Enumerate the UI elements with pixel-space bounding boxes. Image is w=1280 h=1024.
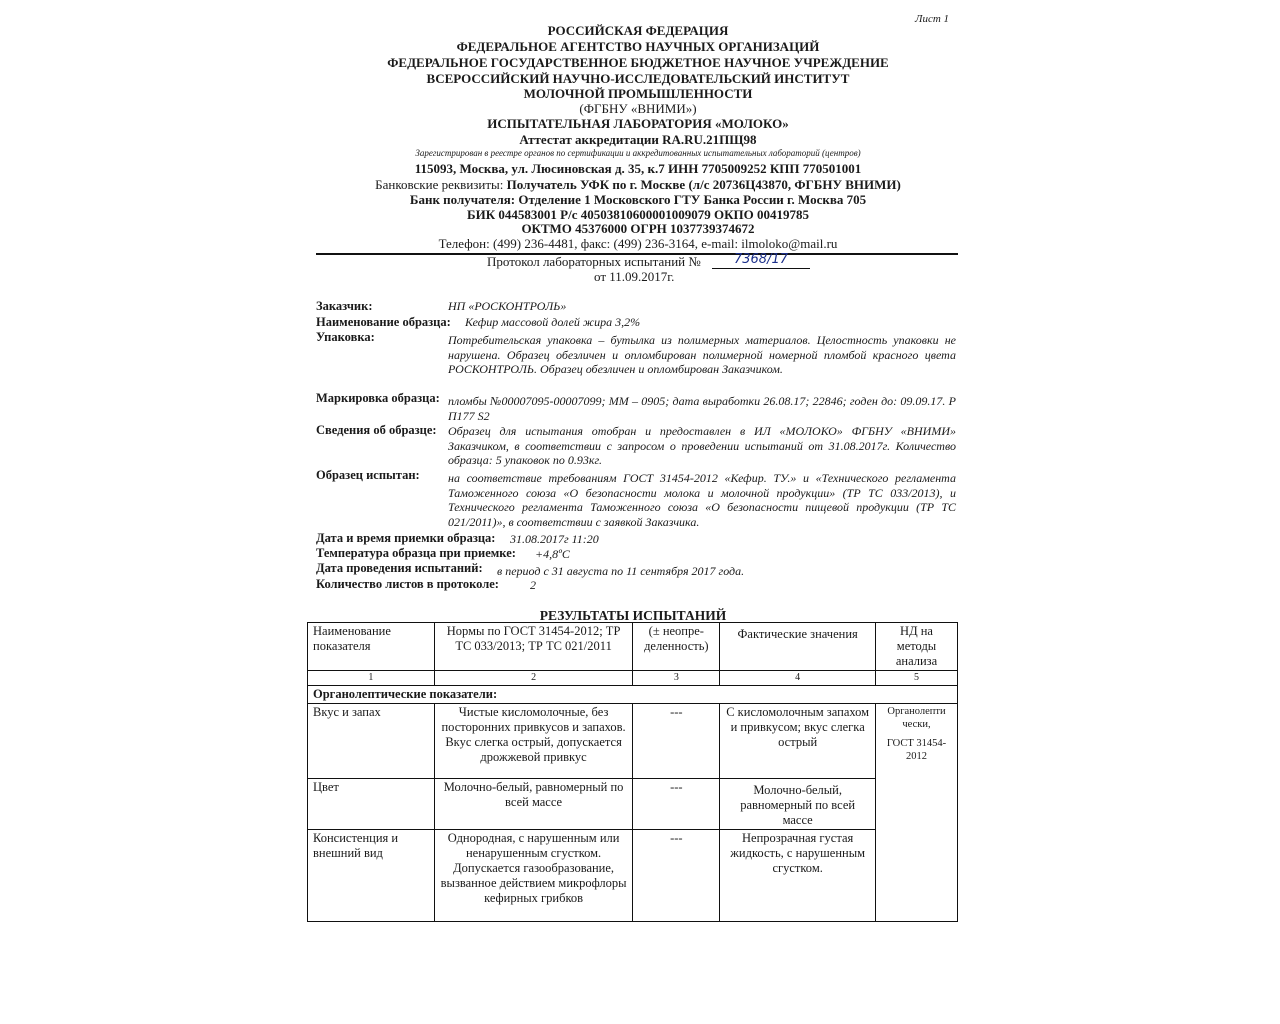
oktmo: ОКТМО 45376000 ОГРН 1037739374672 — [521, 221, 755, 236]
actual-value: Молочно-белый, равномерный по всей массе — [720, 779, 876, 830]
protocol-date: от 11.09.2017г. — [594, 269, 675, 284]
address: 115093, Москва, ул. Люсиновская д. 35, к.7 ИНН 7705009252 КПП 770501001 — [414, 161, 862, 176]
column-number: 4 — [720, 671, 876, 686]
customer-label: Заказчик: — [316, 299, 373, 313]
column-number: 1 — [308, 671, 435, 686]
header-cell: Наименование показателя — [308, 623, 435, 671]
norm-value: Молочно-белый, равномерный по всей массе — [434, 779, 633, 830]
header-line-5: МОЛОЧНОЙ ПРОМЫШЛЕННОСТИ — [523, 86, 753, 101]
column-number: 3 — [633, 671, 720, 686]
column-number-row — [308, 671, 958, 686]
results-title: РЕЗУЛЬТАТЫ ИСПЫТАНИЙ — [539, 608, 727, 623]
bank-details — [320, 177, 956, 192]
lab-name: ИСПЫТАТЕЛЬНАЯ ЛАБОРАТОРИЯ «МОЛОКО» — [487, 116, 789, 131]
header-line-2: ФЕДЕРАЛЬНОЕ АГЕНТСТВО НАУЧНЫХ ОРГАНИЗАЦИЙ — [456, 39, 820, 54]
table-row — [308, 779, 958, 830]
norm-value: Однородная, с нарушенным или ненарушенным сгустком. Допускается газообразование, вызванное действием микрофлоры кефирных грибков — [434, 830, 633, 922]
sample-info-value: Образец для испытания отобран и предоставлен в ИЛ «МОЛОКО» ФГБНУ «ВНИМИ» Заказчиком, в соответствии с запросом о проведении испытаний от 31.08.2017г. Количество образца: 5 упаковок по 0.93кг. — [448, 424, 956, 467]
temperature-label: Температура образца при приемке: — [316, 546, 516, 560]
table-header-row — [308, 623, 958, 671]
customer-value: НП «РОСКОНТРОЛЬ» — [448, 299, 567, 313]
column-number: 2 — [434, 671, 633, 686]
marking-label: Маркировка образца: — [316, 391, 440, 405]
section-row — [308, 686, 958, 704]
header-abbr: (ФГБНУ «ВНИМИ») — [579, 101, 697, 116]
packaging-label: Упаковка: — [316, 330, 375, 344]
actual-value: Непрозрачная густая жидкость, с нарушенным сгустком. — [720, 830, 876, 922]
marking-value: пломбы №00007095-00007099; ММ – 0905; дата выработки 26.08.17; 22846; годен до: 09.09.17. Р П177 S2 — [448, 394, 956, 423]
bank-label: Банковские реквизиты: — [375, 177, 507, 192]
column-number: 5 — [876, 671, 958, 686]
protocol-label: Протокол лабораторных испытаний № — [487, 254, 701, 269]
received-value: 31.08.2017г 11:20 — [510, 532, 599, 546]
actual-value: С кисломолочным запахом и привкусом; вкус слегка острый — [720, 704, 876, 779]
table-row — [308, 704, 958, 779]
method-cell — [876, 704, 958, 922]
header-line-4: ВСЕРОССИЙСКИЙ НАУЧНО-ИССЛЕДОВАТЕЛЬСКИЙ ИНСТИТУТ — [426, 71, 850, 86]
sheet-number: Лист 1 — [915, 13, 950, 25]
bank-value: Получатель УФК по г. Москве (л/с 20736Ц43870, ФГБНУ ВНИМИ) — [506, 177, 901, 192]
bik: БИК 044583001 Р/с 40503810600001009079 ОКПО 00419785 — [467, 207, 809, 222]
sample-name-label: Наименование образца: — [316, 315, 451, 329]
tested-label: Образец испытан: — [316, 468, 420, 482]
packaging-value: Потребительская упаковка – бутылка из полимерных материалов. Целостность упаковки не нарушена. Образец обезличен и опломбирован полимерной номерной пломбой красного цвета РОСКОНТРОЛЬ. Образец обезличен и опломбирован Заказчиком. — [448, 333, 956, 376]
tested-value: на соответствие требованиям ГОСТ 31454-2012 «Кефир. ТУ.» и «Технического регламента Таможенного союза «О безопасности молока и молочной продукции» (ТР ТС 033/2013), и Технического регламента Таможенного союза «О безопасности пищевой продукции (ТР ТС 021/2011)», в соответствии с заявкой Заказчика. — [448, 471, 956, 529]
method-line-2: ГОСТ 31454-2012 — [886, 738, 947, 762]
indicator-name: Вкус и запах — [308, 704, 435, 779]
uncertainty-value: --- — [633, 704, 720, 779]
test-dates-label: Дата проведения испытаний: — [316, 561, 483, 575]
attestat: Аттестат аккредитации RA.RU.21ПЩ98 — [519, 132, 757, 147]
phone: Телефон: (499) 236-4481, факс: (499) 236-3164, e-mail: ilmoloko@mail.ru — [438, 236, 838, 251]
sheet-count-value: 2 — [530, 578, 536, 592]
sheet-count-label: Количество листов в протоколе: — [316, 577, 499, 591]
temperature-value: +4,8ºС — [535, 547, 570, 561]
sample-info-label: Сведения об образце: — [316, 423, 437, 437]
indicator-name: Консистенция и внешний вид — [308, 830, 435, 922]
method-line-1: Органолепти чески, — [887, 706, 946, 730]
sample-name-value: Кефир массовой долей жира 3,2% — [465, 315, 641, 329]
header-cell: (± неопре-деленность) — [633, 623, 720, 671]
bank-recipient: Банк получателя: Отделение 1 Московского ГТУ Банка России г. Москва 705 — [409, 192, 867, 207]
registry-note: Зарегистрирован в реестре органов по сертификации и аккредитованных испытательных лабораторий (центров) — [415, 148, 861, 158]
protocol-number: 7368/17 — [712, 252, 810, 269]
norm-value: Чистые кисломолочные, без посторонних привкусов и запахов. Вкус слегка острый, допускается дрожжевой привкус — [434, 704, 633, 779]
table-row — [308, 830, 958, 922]
received-label: Дата и время приемки образца: — [316, 531, 496, 545]
uncertainty-value: --- — [633, 779, 720, 830]
header-cell: Фактические значения — [720, 623, 876, 671]
header-line-1: РОССИЙСКАЯ ФЕДЕРАЦИЯ — [547, 23, 729, 38]
header-line-3: ФЕДЕРАЛЬНОЕ ГОСУДАРСТВЕННОЕ БЮДЖЕТНОЕ НАУЧНОЕ УЧРЕЖДЕНИЕ — [387, 55, 889, 70]
indicator-name: Цвет — [308, 779, 435, 830]
uncertainty-value: --- — [633, 830, 720, 922]
header-cell: Нормы по ГОСТ 31454-2012; ТР ТС 033/2013; ТР ТС 021/2011 — [434, 623, 633, 671]
header-cell: НД на методы анализа — [876, 623, 958, 671]
test-dates-value: в период с 31 августа по 11 сентября 2017 года. — [497, 564, 745, 578]
results-table — [307, 622, 958, 922]
section-title: Органолептические показатели: — [308, 686, 958, 704]
